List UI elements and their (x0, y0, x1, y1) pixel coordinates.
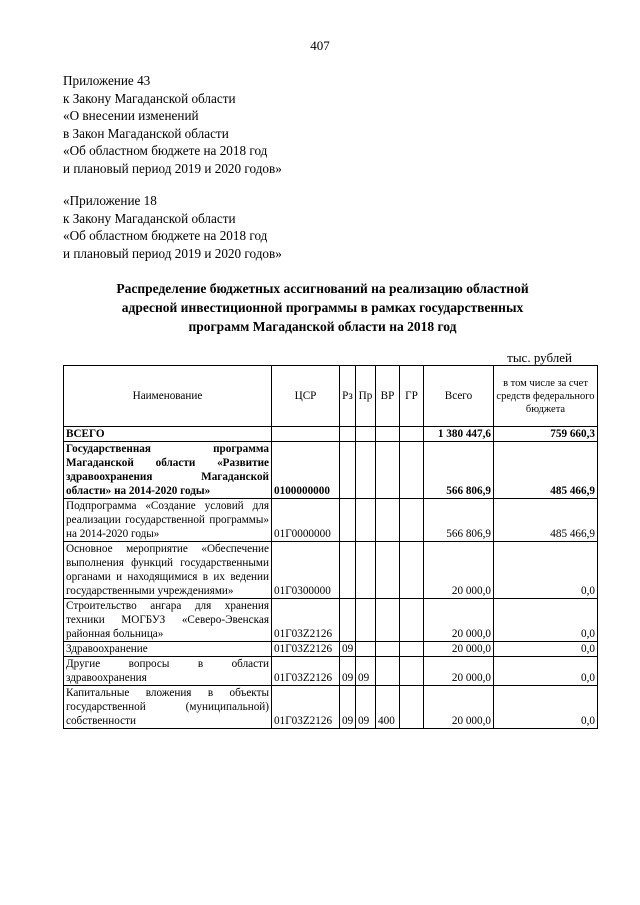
table-header-row (64, 366, 598, 427)
row-name: Государственная программа Магаданской области «Развитие здравоохранения Магаданской области» на 2014-2020 годы» (64, 442, 272, 499)
appendix-18-block (63, 192, 282, 262)
row-total: 20 000,0 (424, 642, 494, 657)
row-csr: 01Г03Z2126 (272, 642, 340, 657)
row-csr: 0100000000 (272, 442, 340, 499)
page-number: 407 (310, 38, 330, 53)
table-row (64, 686, 598, 729)
row-vr (376, 599, 400, 642)
appendix-line: «Приложение 18 (63, 193, 157, 208)
row-rz: 09 (340, 642, 356, 657)
appendix-line: «О внесении изменений (63, 108, 199, 123)
row-total: 1 380 447,6 (424, 427, 494, 442)
budget-table (63, 365, 598, 729)
appendix-line: «Об областном бюджете на 2018 год (63, 143, 268, 158)
row-federal: 0,0 (494, 686, 598, 729)
row-total: 20 000,0 (424, 599, 494, 642)
row-csr: 01Г0300000 (272, 542, 340, 599)
appendix-line: в Закон Магаданской области (63, 125, 229, 141)
row-gr (400, 657, 424, 686)
row-gr (400, 427, 424, 442)
row-vr (376, 427, 400, 442)
table-row (64, 542, 598, 599)
header-vr: ВР (376, 366, 400, 427)
table-row (64, 642, 598, 657)
row-name: Капитальные вложения в объекты государственной (муниципальной) собственности (64, 686, 272, 729)
row-csr: 01Г03Z2126 (272, 686, 340, 729)
row-name: Строительство ангара для хранения техники МОГБУЗ «Северо-Эвенская районная больница» (64, 599, 272, 642)
row-total: 20 000,0 (424, 686, 494, 729)
row-csr (272, 427, 340, 442)
row-csr: 01Г0000000 (272, 499, 340, 542)
header-pr: Пр (356, 366, 376, 427)
row-federal: 759 660,3 (494, 427, 598, 442)
header-name: Наименование (64, 366, 272, 427)
row-federal: 0,0 (494, 657, 598, 686)
appendix-line: «Об областном бюджете на 2018 год (63, 228, 268, 243)
row-pr (356, 427, 376, 442)
appendix-line: и плановый период 2019 и 2020 годов» (63, 160, 282, 176)
row-federal: 0,0 (494, 642, 598, 657)
row-pr (356, 642, 376, 657)
appendix-43-block (63, 72, 282, 177)
row-pr: 09 (356, 686, 376, 729)
table-row (64, 657, 598, 686)
header-total: Всего (424, 366, 494, 427)
row-vr: 400 (376, 686, 400, 729)
header-rz: Рз (340, 366, 356, 427)
document-title (60, 279, 585, 336)
row-federal: 0,0 (494, 599, 598, 642)
header-gr: ГР (400, 366, 424, 427)
title-line: программ Магаданской области на 2018 год (188, 319, 457, 334)
row-total: 566 806,9 (424, 499, 494, 542)
row-csr: 01Г03Z2126 (272, 599, 340, 642)
header-csr: ЦСР (272, 366, 340, 427)
row-pr (356, 499, 376, 542)
header-federal: в том числе за счет средств федерального бюджета (494, 366, 598, 427)
appendix-line: к Закону Магаданской области (63, 90, 236, 106)
row-pr: 09 (356, 657, 376, 686)
row-gr (400, 499, 424, 542)
row-total: 566 806,9 (424, 442, 494, 499)
row-csr: 01Г03Z2126 (272, 657, 340, 686)
row-rz: 09 (340, 657, 356, 686)
row-vr (376, 442, 400, 499)
row-total: 20 000,0 (424, 657, 494, 686)
row-total: 20 000,0 (424, 542, 494, 599)
appendix-line: Приложение 43 (63, 73, 151, 88)
row-federal: 0,0 (494, 542, 598, 599)
row-gr (400, 599, 424, 642)
row-name: Другие вопросы в области здравоохранения (64, 657, 272, 686)
row-gr (400, 442, 424, 499)
table-row-total (64, 427, 598, 442)
title-line: адресной инвестиционной программы в рамках государственных (121, 300, 524, 315)
row-gr (400, 686, 424, 729)
row-rz (340, 599, 356, 642)
table-row (64, 599, 598, 642)
row-pr (356, 442, 376, 499)
table-row (64, 499, 598, 542)
row-rz: 09 (340, 686, 356, 729)
row-pr (356, 599, 376, 642)
row-rz (340, 427, 356, 442)
row-name: Подпрограмма «Создание условий для реализации государственной программы» на 2014-2020 годы» (64, 499, 272, 542)
appendix-line: к Закону Магаданской области (63, 210, 236, 226)
row-federal: 485 466,9 (494, 499, 598, 542)
row-vr (376, 657, 400, 686)
title-line: Распределение бюджетных ассигнований на реализацию областной (116, 281, 529, 296)
row-vr (376, 542, 400, 599)
row-federal: 485 466,9 (494, 442, 598, 499)
appendix-line: и плановый период 2019 и 2020 годов» (63, 245, 282, 261)
row-vr (376, 642, 400, 657)
row-name: Здравоохранение (64, 642, 272, 657)
row-gr (400, 642, 424, 657)
row-name: ВСЕГО (64, 427, 272, 442)
row-rz (340, 442, 356, 499)
units-label: тыс. рублей (507, 350, 572, 365)
row-rz (340, 542, 356, 599)
row-name: Основное мероприятие «Обеспечение выполнения функций государственными органами и находящимися в их ведении государственными учреждениями» (64, 542, 272, 599)
row-pr (356, 542, 376, 599)
row-vr (376, 499, 400, 542)
row-gr (400, 542, 424, 599)
table-row (64, 442, 598, 499)
row-rz (340, 499, 356, 542)
